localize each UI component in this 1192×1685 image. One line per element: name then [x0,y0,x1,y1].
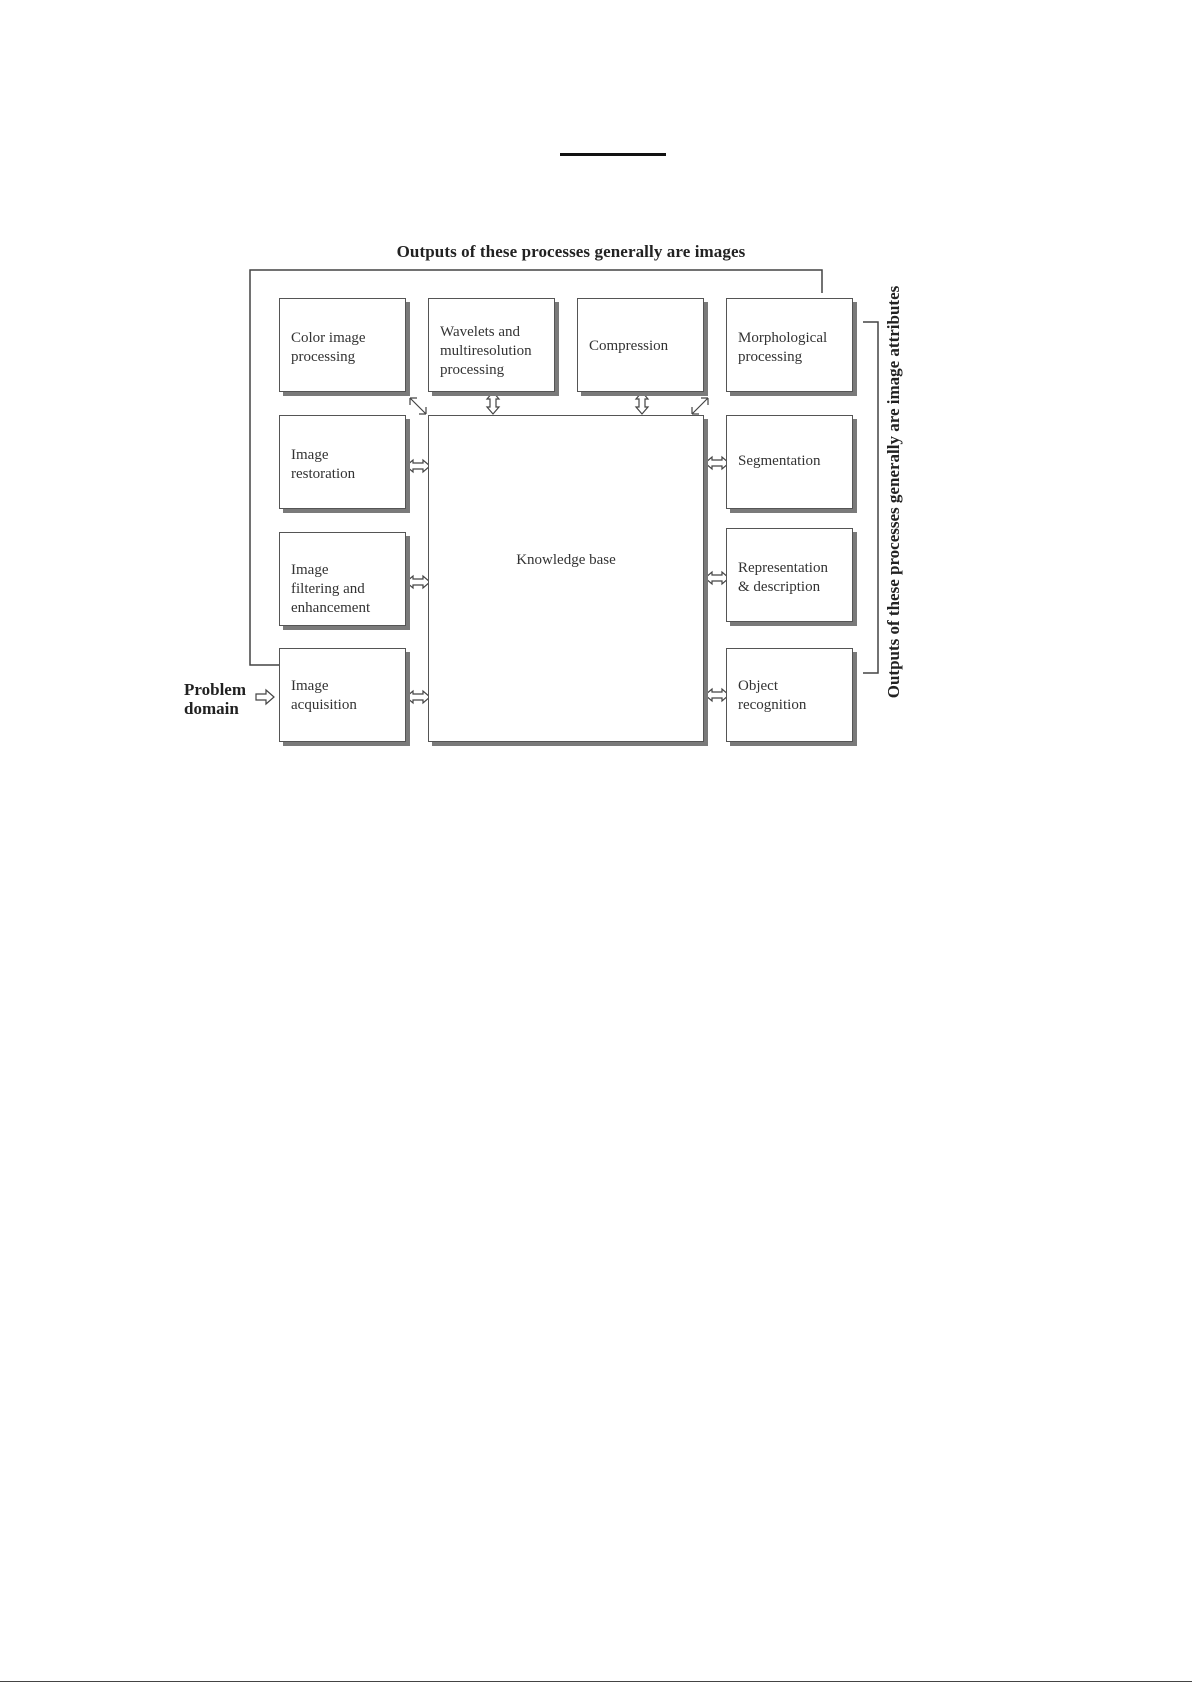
knowledge-base-label: Knowledge base [516,552,616,568]
knowledge-base-box [428,415,704,742]
box-label [291,446,355,484]
heading-underline [560,153,666,156]
box-image-acquisition [279,648,406,742]
label-line: processing [291,349,356,365]
label-line: Morphological [738,330,828,346]
label-line: Color image [291,330,366,346]
label-line: multiresolution [440,343,532,359]
label-line: Segmentation [738,453,821,469]
label-line: enhancement [291,600,371,616]
problem-domain-arrow [256,690,274,704]
diagonal-arrow-morphological [692,398,708,414]
box-image-restoration [279,415,406,509]
box-compression [577,298,704,392]
label-line: processing [440,362,505,378]
label-line: Image [291,447,329,463]
box-label [738,329,827,367]
double-arrow-wavelets [487,392,499,414]
label-line: Image [291,678,329,694]
problem-domain-line-2: domain [184,699,239,718]
double-arrow-restoration [406,460,430,472]
label-line: Wavelets and [440,324,521,340]
box-image-filtering-enhancement [279,532,406,626]
label-line: & description [738,579,821,595]
box-label [291,561,370,618]
box-label [291,677,357,715]
label-line: restoration [291,466,356,482]
label-line: acquisition [291,697,357,713]
box-label [589,337,668,356]
diagonal-arrow-color [410,398,426,414]
box-object-recognition [726,648,853,742]
box-label [440,323,532,380]
label-line: Representation [738,560,828,576]
box-wavelets-multiresolution [428,298,555,392]
box-label [738,677,806,715]
page-heading [560,130,666,152]
double-arrow-filtering [406,576,430,588]
box-color-image-processing [279,298,406,392]
problem-domain-label [184,680,246,718]
double-arrow-acquisition [406,691,430,703]
label-line: filtering and [291,581,365,597]
box-representation-description [726,528,853,622]
page-bottom-rule [0,1681,1192,1682]
box-label [291,329,366,367]
box-label [738,452,821,471]
double-arrow-compression [636,392,648,414]
attributes-output-bracket [863,322,878,673]
label-line: Object [738,678,778,694]
top-caption: Outputs of these processes generally are images [396,242,746,261]
label-line: Image [291,562,329,578]
problem-domain-line-1: Problem [184,680,247,699]
label-line: Compression [589,338,669,354]
label-line: recognition [738,697,807,713]
label-line: processing [738,349,803,365]
right-caption: Outputs of these processes generally are image attributes [884,285,903,699]
box-label [738,559,828,597]
box-segmentation [726,415,853,509]
box-morphological-processing [726,298,853,392]
